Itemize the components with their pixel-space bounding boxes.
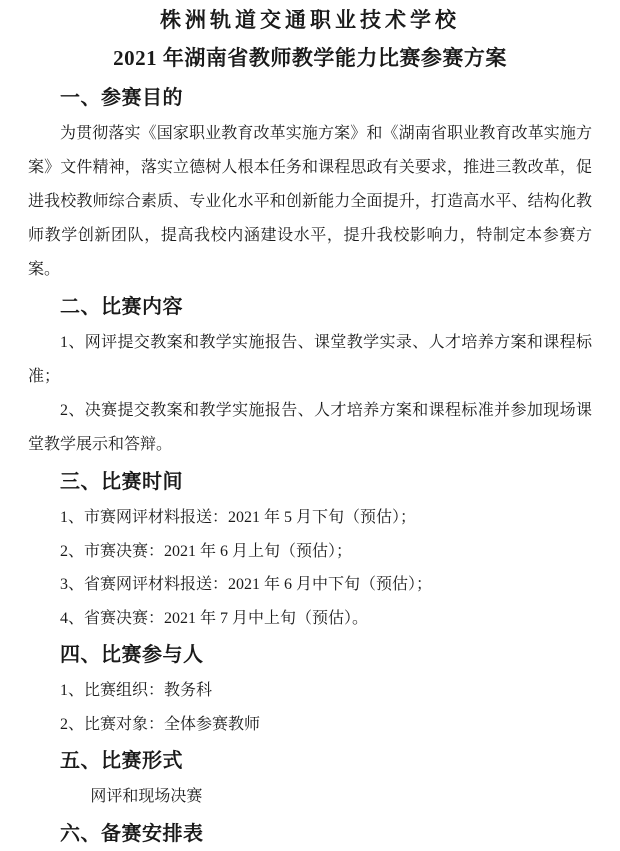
participants-item-2: 2、比赛对象：全体参赛教师	[60, 715, 261, 733]
document-title-line-1: 株洲轨道交通职业技术学校	[160, 8, 460, 32]
section-content-item-2: 2、决赛提交教案和教学实施报告、人才培养方案和课程标准并参加现场课堂教学展示和答辩。	[28, 402, 592, 453]
schedule-item-1: 1、市赛网评材料报送：2021 年 5 月下旬（预估）；	[60, 509, 417, 526]
participants-item-1: 1、比赛组织：教务科	[60, 682, 213, 699]
section-heading-purpose: 一、参赛目的	[60, 87, 183, 109]
section-heading-preparation-table: 六、备赛安排表	[60, 823, 204, 845]
section-heading-format: 五、比赛形式	[60, 750, 183, 772]
section-heading-content: 二、比赛内容	[60, 296, 183, 318]
section-heading-participants: 四、比赛参与人	[60, 644, 204, 666]
section-heading-schedule: 三、比赛时间	[60, 471, 183, 493]
section-purpose-paragraph: 为贯彻落实《国家职业教育改革实施方案》和《湖南省职业教育改革实施方案》文件精神，落实立德树人根本任务和课程思政有关要求，推进三教改革，促进我校教师综合素质、专业化水平和创新能力全面提升，打造高水平、结构化教师教学创新团队，提高我校内涵建设水平，提升我校影响力，特制定本参赛方案。	[28, 125, 592, 278]
schedule-item-2: 2、市赛决赛：2021 年 6 月上旬（预估）；	[60, 542, 353, 560]
section-content-item-1: 1、网评提交教案和教学实施报告、课堂教学实录、人才培养方案和课程标准；	[28, 334, 592, 385]
schedule-item-4: 4、省赛决赛：2021 年 7 月中上旬（预估）。	[60, 609, 369, 627]
format-line: 网评和现场决赛	[90, 788, 203, 805]
document-title-line-2: 2021 年湖南省教师教学能力比赛参赛方案	[113, 46, 507, 70]
schedule-item-3: 3、省赛网评材料报送：2021 年 6 月中下旬（预估）；	[60, 576, 433, 593]
